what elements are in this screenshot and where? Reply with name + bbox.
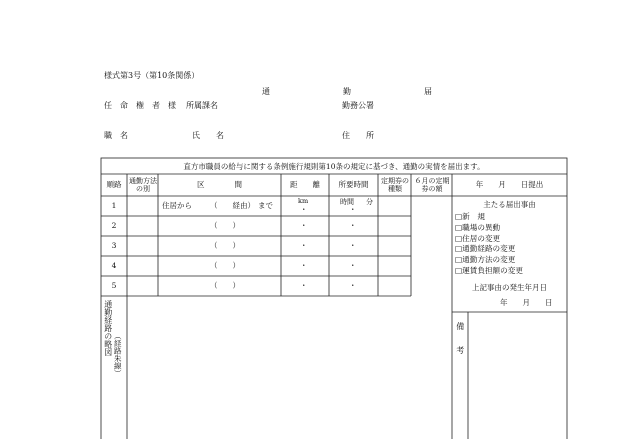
- row-5-km-dot: ・: [300, 281, 308, 290]
- row-2-via: （ ）: [210, 221, 240, 230]
- row-1-km-unit: km: [298, 197, 309, 205]
- reasons-title: 主たる届出事由: [483, 200, 536, 209]
- reason-fare-change: □運賃負担額の変更: [455, 265, 523, 275]
- reason-workplace-transfer: □職場の異動: [455, 222, 501, 232]
- title-char-2: 勤: [343, 87, 351, 96]
- row-4-time-dot: ・: [349, 261, 357, 270]
- route-map-label: 通勤経路の略図: [103, 300, 113, 356]
- remarks-label: 備 考: [455, 322, 465, 354]
- title-char-1: 通: [262, 87, 270, 96]
- col-time: 所要時間: [338, 180, 369, 189]
- route-map-note: （経路朱線）: [113, 332, 123, 377]
- col-section: 区 間: [197, 180, 242, 189]
- row-1-via: （ 経由）: [210, 201, 255, 210]
- department-label: 所属課名: [186, 101, 218, 110]
- statement: 直方市職員の給与に関する条例施行規則第10条の規定に基づき、通勤の実情を届出ます。: [183, 162, 485, 171]
- row-3-via: （ ）: [210, 241, 240, 250]
- row-4-km-dot: ・: [300, 261, 308, 270]
- row-5-no: 5: [111, 281, 117, 290]
- row-5-via: （ ）: [210, 281, 240, 290]
- occurrence-date-format: 年 月 日: [500, 298, 553, 307]
- title-char-3: 届: [424, 87, 432, 96]
- reason-residence-change: □住居の変更: [455, 233, 501, 243]
- col-method: 通勤方法の別: [129, 177, 157, 194]
- row-4-no: 4: [111, 261, 117, 270]
- position-label: 職 名: [104, 131, 128, 140]
- reason-route-change: □通勤経路の変更: [455, 244, 516, 254]
- row-1-hour-unit: 時間: [340, 198, 354, 206]
- row-3-time-dot: ・: [349, 241, 357, 250]
- row-2-no: 2: [111, 221, 117, 230]
- row-5-time-dot: ・: [349, 281, 357, 290]
- col-order: 順路: [106, 180, 122, 189]
- appointer-label: 任 命 権 者 様: [104, 101, 176, 110]
- row-1-time-dot: ・: [349, 205, 357, 214]
- col-pass-type: 定期券の種類: [381, 177, 409, 194]
- reason-new: □新 規: [455, 212, 485, 221]
- name-label: 氏 名: [192, 131, 224, 140]
- row-3-km-dot: ・: [300, 241, 308, 250]
- row-1-km-dot: ・: [300, 205, 308, 214]
- col-distance: 距 離: [290, 180, 320, 189]
- form-number: 様式第3号（第10条関係）: [104, 71, 200, 80]
- row-4-via: （ ）: [210, 261, 240, 270]
- row-1-to: まで: [258, 201, 273, 210]
- occurrence-date-label: 上記事由の発生年月日: [472, 283, 547, 292]
- reasons-list: [455, 212, 523, 277]
- row-2-km-dot: ・: [300, 221, 308, 230]
- row-1-from: 住居から: [162, 201, 192, 210]
- row-3-no: 3: [111, 241, 117, 250]
- row-1-no: 1: [111, 201, 117, 210]
- submit-date: 年 月 日提出: [475, 180, 544, 189]
- row-1-minute-unit: 分: [366, 198, 373, 206]
- row-2-time-dot: ・: [349, 221, 357, 230]
- address-label: 住 所: [342, 131, 374, 140]
- workplace-label: 勤務公署: [342, 101, 374, 110]
- col-six-month: ６月の定期券の額: [414, 177, 450, 194]
- reason-method-change: □通勤方法の変更: [455, 255, 516, 265]
